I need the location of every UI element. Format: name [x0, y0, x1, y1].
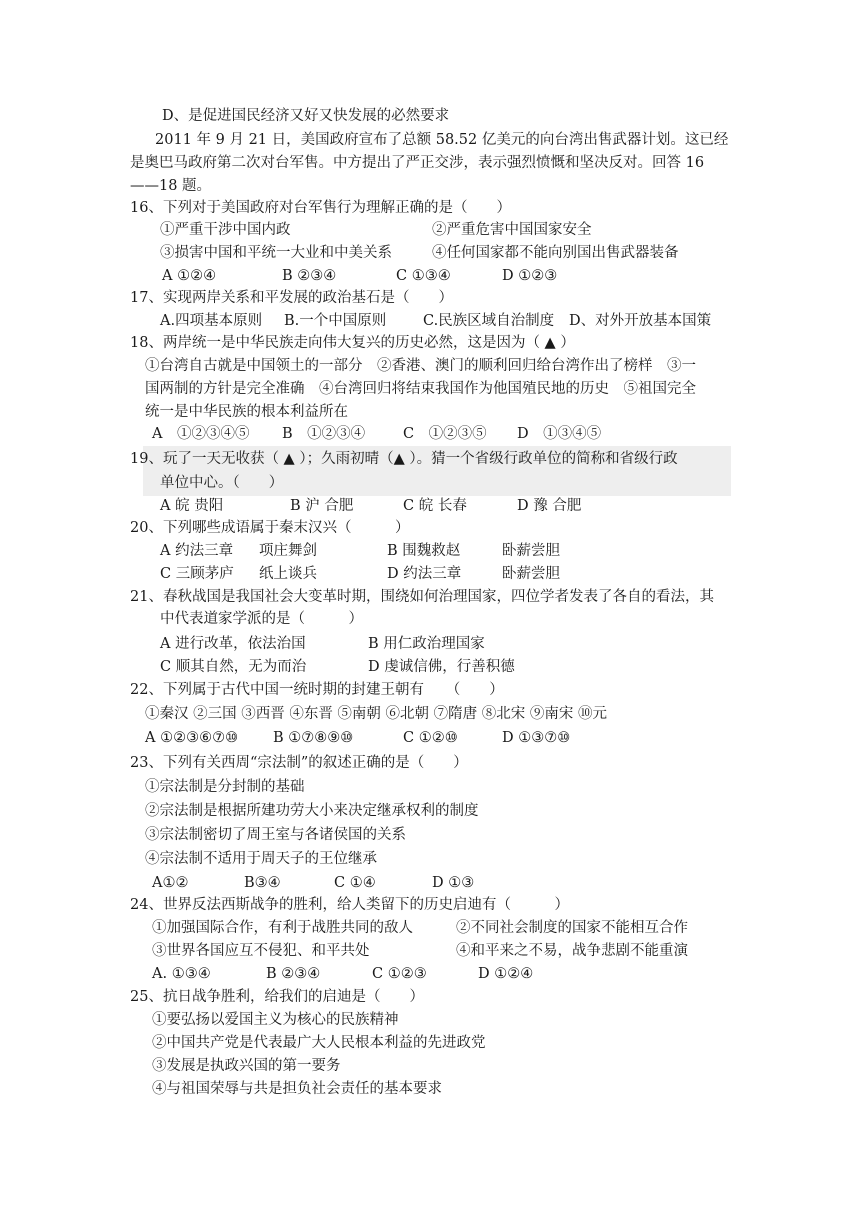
option-c: C ①②⑩ — [403, 730, 458, 746]
question-19-stem: 19、玩了一天无收获（ ▲ ）；久雨初晴（▲ ）。猜一个省级行政单位的简称和省级行政 — [130, 451, 678, 467]
question-24-statements-row2 — [0, 941, 860, 961]
option-d-continued: D、是促进国民经济又好又快发展的必然要求 — [162, 108, 450, 124]
option-d: D ①③④⑤ — [517, 426, 602, 442]
option-a-text: 项庄舞剑 — [259, 543, 317, 559]
question-19-line: 单位中心。（ ） — [160, 475, 284, 491]
option-d-text: 卧薪尝胆 — [502, 566, 560, 582]
statement-1: ①严重干涉中国内政 — [160, 222, 291, 238]
option-a: A①② — [152, 875, 189, 891]
question-16-options — [0, 266, 860, 286]
question-18-line: 统一是中华民族的根本利益所在 — [145, 404, 348, 420]
question-18-line: 国两制的方针是完全准确 ④台湾回归将结束我国作为他国殖民地的历史 ⑤祖国完全 — [145, 381, 696, 397]
question-19-options — [0, 496, 860, 516]
option-a: A ①②④ — [162, 268, 217, 284]
option-b: B③④ — [244, 875, 281, 891]
question-24-options — [0, 964, 860, 984]
option-c: C ①②③⑤ — [403, 426, 487, 442]
option-a: A 进行改革，依法治国 — [160, 636, 306, 652]
option-d: D 豫 合肥 — [517, 498, 582, 514]
statement-3: ③发展是执政兴国的第一要务 — [152, 1058, 341, 1074]
statement-3: ③世界各国应互不侵犯、和平共处 — [152, 943, 370, 959]
passage-line: ——18 题。 — [130, 178, 212, 194]
option-b: B 沪 合肥 — [290, 498, 354, 514]
question-21-options-row2 — [0, 657, 860, 677]
statement-4: ④任何国家都不能向别国出售武器装备 — [432, 245, 679, 261]
option-c: C.民族区域自治制度 — [423, 313, 555, 329]
option-c: C 顺其自然，无为而治 — [160, 659, 307, 675]
question-24-statements-row1 — [0, 918, 860, 938]
option-d: D 虔诚信佛，行善积德 — [368, 659, 515, 675]
option-c: C ①②③ — [372, 966, 427, 982]
statement-4: ④与祖国荣辱与共是担负社会责任的基本要求 — [152, 1081, 442, 1097]
statement-3: ③宗法制密切了周王室与各诸侯国的关系 — [145, 827, 406, 843]
question-22-stem: 22、下列属于古代中国一统时期的封建王朝有 （ ） — [130, 682, 504, 698]
question-22-options — [0, 728, 860, 748]
question-21-line: 中代表道家学派的是（ ） — [160, 611, 363, 627]
question-16-stem: 16、下列对于美国政府对台军售行为理解正确的是（ ） — [130, 200, 511, 216]
option-d: D ①③⑦⑩ — [502, 730, 571, 746]
question-23-stem: 23、下列有关西周“宗法制”的叙述正确的是（ ） — [130, 755, 468, 771]
option-a: A ①②③④⑤ — [152, 426, 250, 442]
statement-4: ④宗法制不适用于周天子的王位继承 — [145, 851, 377, 867]
statement-1: ①要弘扬以爱国主义为核心的民族精神 — [152, 1012, 399, 1028]
option-b: B ①②③④ — [282, 426, 366, 442]
passage-line: 2011 年 9 月 21 日，美国政府宣布了总额 58.52 亿美元的向台湾出售武器计划。这已经 — [155, 132, 729, 148]
option-a: A 皖 贵阳 — [160, 498, 224, 514]
option-a: A 约法三章 — [160, 543, 234, 559]
question-20-stem: 20、下列哪些成语属于秦末汉兴（ ） — [130, 520, 410, 536]
option-b: B 围魏救赵 — [387, 543, 461, 559]
question-25-stem: 25、抗日战争胜利，给我们的启迪是（ ） — [130, 989, 424, 1005]
option-c: C 皖 长春 — [403, 498, 467, 514]
question-18-stem: 18、两岸统一是中华民族走向伟大复兴的历史必然，这是因为（ ▲ ） — [130, 335, 575, 351]
question-20-options-row1 — [0, 541, 860, 561]
option-d: D、对外开放基本国策 — [569, 313, 712, 329]
option-c: C ①③④ — [396, 268, 451, 284]
statement-2: ②中国共产党是代表最广大人民根本利益的先进政党 — [152, 1035, 486, 1051]
question-23-options — [0, 873, 860, 893]
option-d: D ①②④ — [478, 966, 534, 982]
option-d: D ①②③ — [502, 268, 558, 284]
question-16-statements-row2 — [0, 243, 860, 263]
question-16-statements-row1 — [0, 220, 860, 240]
option-b-text: 卧薪尝胆 — [502, 543, 560, 559]
option-c-text: 纸上谈兵 — [259, 566, 317, 582]
question-21-stem: 21、春秋战国是我国社会大变革时期，围绕如何治理国家，四位学者发表了各自的看法，其 — [130, 589, 714, 605]
option-a: A ①②③⑥⑦⑩ — [145, 730, 239, 746]
option-b: B 用仁政治理国家 — [368, 636, 485, 652]
question-18-options — [0, 424, 860, 444]
option-a: A.四项基本原则 — [160, 313, 263, 329]
question-20-options-row2 — [0, 564, 860, 584]
statement-3: ③损害中国和平统一大业和中美关系 — [160, 245, 392, 261]
question-17-options — [0, 311, 860, 331]
option-b: B.一个中国原则 — [284, 313, 387, 329]
statement-2: ②严重危害中国国家安全 — [432, 222, 592, 238]
question-21-options-row1 — [0, 634, 860, 654]
statement-4: ④和平来之不易，战争悲剧不能重演 — [456, 943, 688, 959]
option-b: B ②③④ — [282, 268, 337, 284]
option-d: D ①③ — [432, 875, 475, 891]
statement-1: ①宗法制是分封制的基础 — [145, 779, 305, 795]
option-b: B ①⑦⑧⑨⑩ — [273, 730, 354, 746]
option-c: C 三顾茅庐 — [160, 566, 234, 582]
statement-1: ①加强国际合作，有利于战胜共同的敌人 — [152, 920, 413, 936]
passage-line: 是奥巴马政府第二次对台军售。中方提出了严正交涉，表示强烈愤慨和坚决反对。回答 16 — [130, 155, 705, 171]
question-24-stem: 24、世界反法西斯战争的胜利，给人类留下的历史启迪有（ ） — [130, 897, 569, 913]
option-a: A. ①③④ — [152, 966, 211, 982]
question-18-line: ①台湾自古就是中国领土的一部分 ②香港、澳门的顺利回归给台湾作出了榜样 ③一 — [145, 358, 696, 374]
question-17-stem: 17、实现两岸关系和平发展的政治基石是（ ） — [130, 290, 453, 306]
statement-2: ②不同社会制度的国家不能相互合作 — [456, 920, 688, 936]
option-d: D 约法三章 — [387, 566, 462, 582]
question-22-items: ①秦汉 ②三国 ③西晋 ④东晋 ⑤南朝 ⑥北朝 ⑦隋唐 ⑧北宋 ⑨南宋 ⑩元 — [145, 706, 607, 722]
option-c: C ①④ — [334, 875, 376, 891]
statement-2: ②宗法制是根据所建功劳大小来决定继承权利的制度 — [145, 803, 479, 819]
option-b: B ②③④ — [266, 966, 321, 982]
